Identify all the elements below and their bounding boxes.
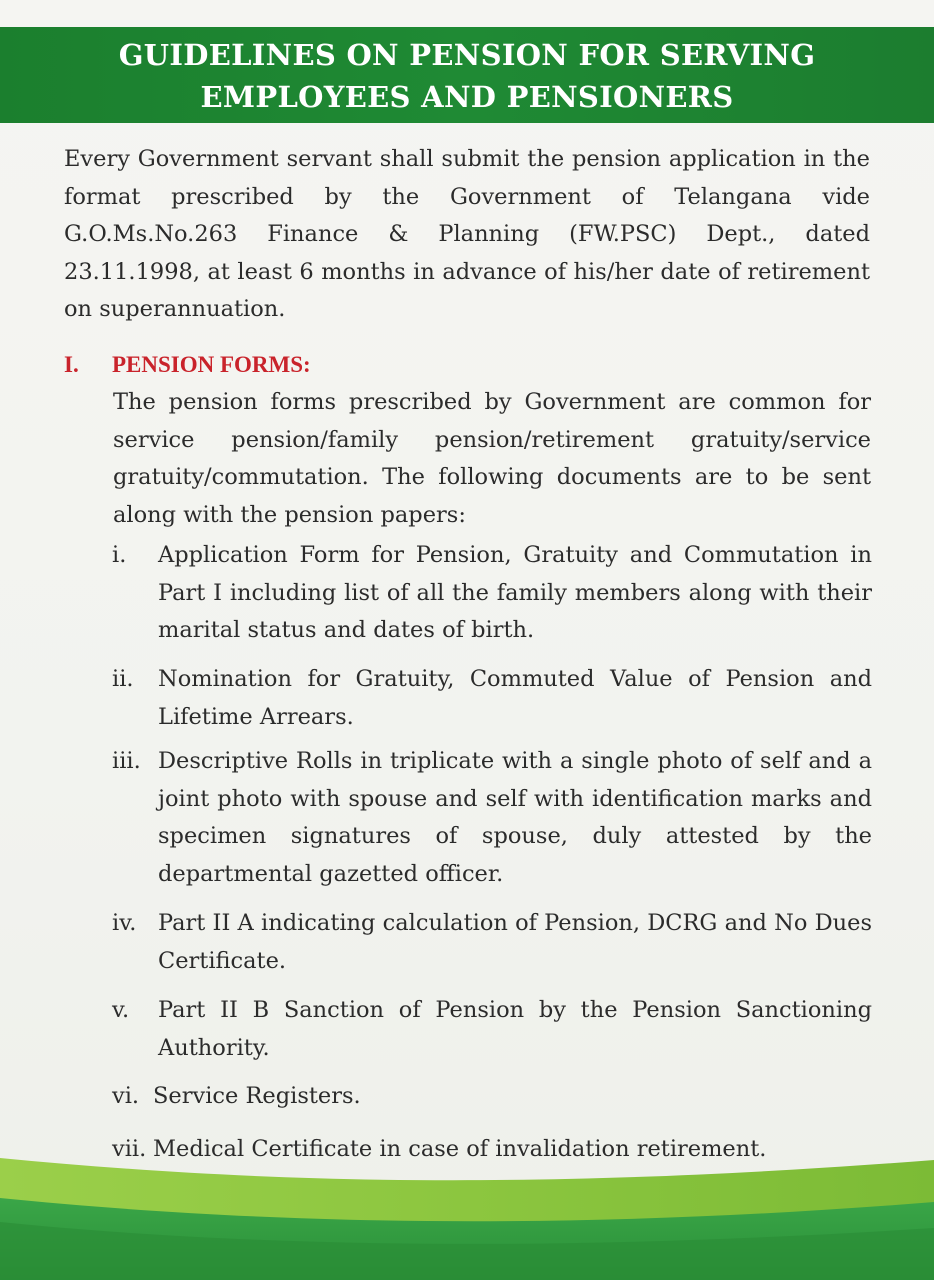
list-item-text: Medical Certificate in case of invalidation retirement. xyxy=(153,1136,767,1162)
page-title-line-1: GUIDELINES ON PENSION FOR SERVING xyxy=(118,38,816,72)
list-marker: i. xyxy=(112,542,127,568)
footer-green-swoosh xyxy=(0,1140,934,1280)
list-item-text: Descriptive Rolls in triplicate with a single photo of self and a joint photo with spouse and self with identification marks and specimen signatures of spouse, duly attested by the departmental gazetted officer. xyxy=(158,748,872,887)
list-item xyxy=(108,1078,872,1116)
list-item-text: Nomination for Gratuity, Commuted Value of Pension and Lifetime Arrears. xyxy=(158,666,872,730)
section-heading xyxy=(64,346,311,384)
intro-paragraph: Every Government servant shall submit the pension application in the format prescribed by the Government of Telangana vide G.O.Ms.No.263 Finance & Planning (FW.PSC) Dept., dated 23.11.1998, at least 6 months in advance of his/her date of retirement on superannuation. xyxy=(64,146,870,322)
list-marker: iv. xyxy=(112,910,137,936)
section-title: PENSION FORMS: xyxy=(112,352,311,377)
page-title xyxy=(60,34,874,118)
list-item xyxy=(108,537,872,650)
list-marker: vi. xyxy=(112,1083,140,1109)
list-item xyxy=(108,992,872,1067)
list-item xyxy=(108,661,872,736)
list-marker: vii. xyxy=(112,1136,147,1162)
list-marker: ii. xyxy=(112,666,134,692)
list-item xyxy=(108,905,872,980)
section-number: I. xyxy=(64,352,79,377)
section-body: The pension forms prescribed by Government are common for service pension/family pension/retirement gratuity/service gratuity/commutation. The following documents are to be sent along with the pension papers: xyxy=(113,389,871,528)
list-item xyxy=(108,743,872,893)
list-marker: iii. xyxy=(112,748,141,774)
list-item-text: Part II B Sanction of Pension by the Pension Sanctioning Authority. xyxy=(158,997,872,1061)
list-item-text: Part II A indicating calculation of Pension, DCRG and No Dues Certificate. xyxy=(158,910,872,974)
page-title-line-2: EMPLOYEES AND PENSIONERS xyxy=(200,80,734,114)
list-item-text: Service Registers. xyxy=(153,1083,361,1109)
list-marker: v. xyxy=(112,997,130,1023)
list-item-text: Application Form for Pension, Gratuity and Commutation in Part I including list of all the family members along with their marital status and dates of birth. xyxy=(158,542,872,643)
